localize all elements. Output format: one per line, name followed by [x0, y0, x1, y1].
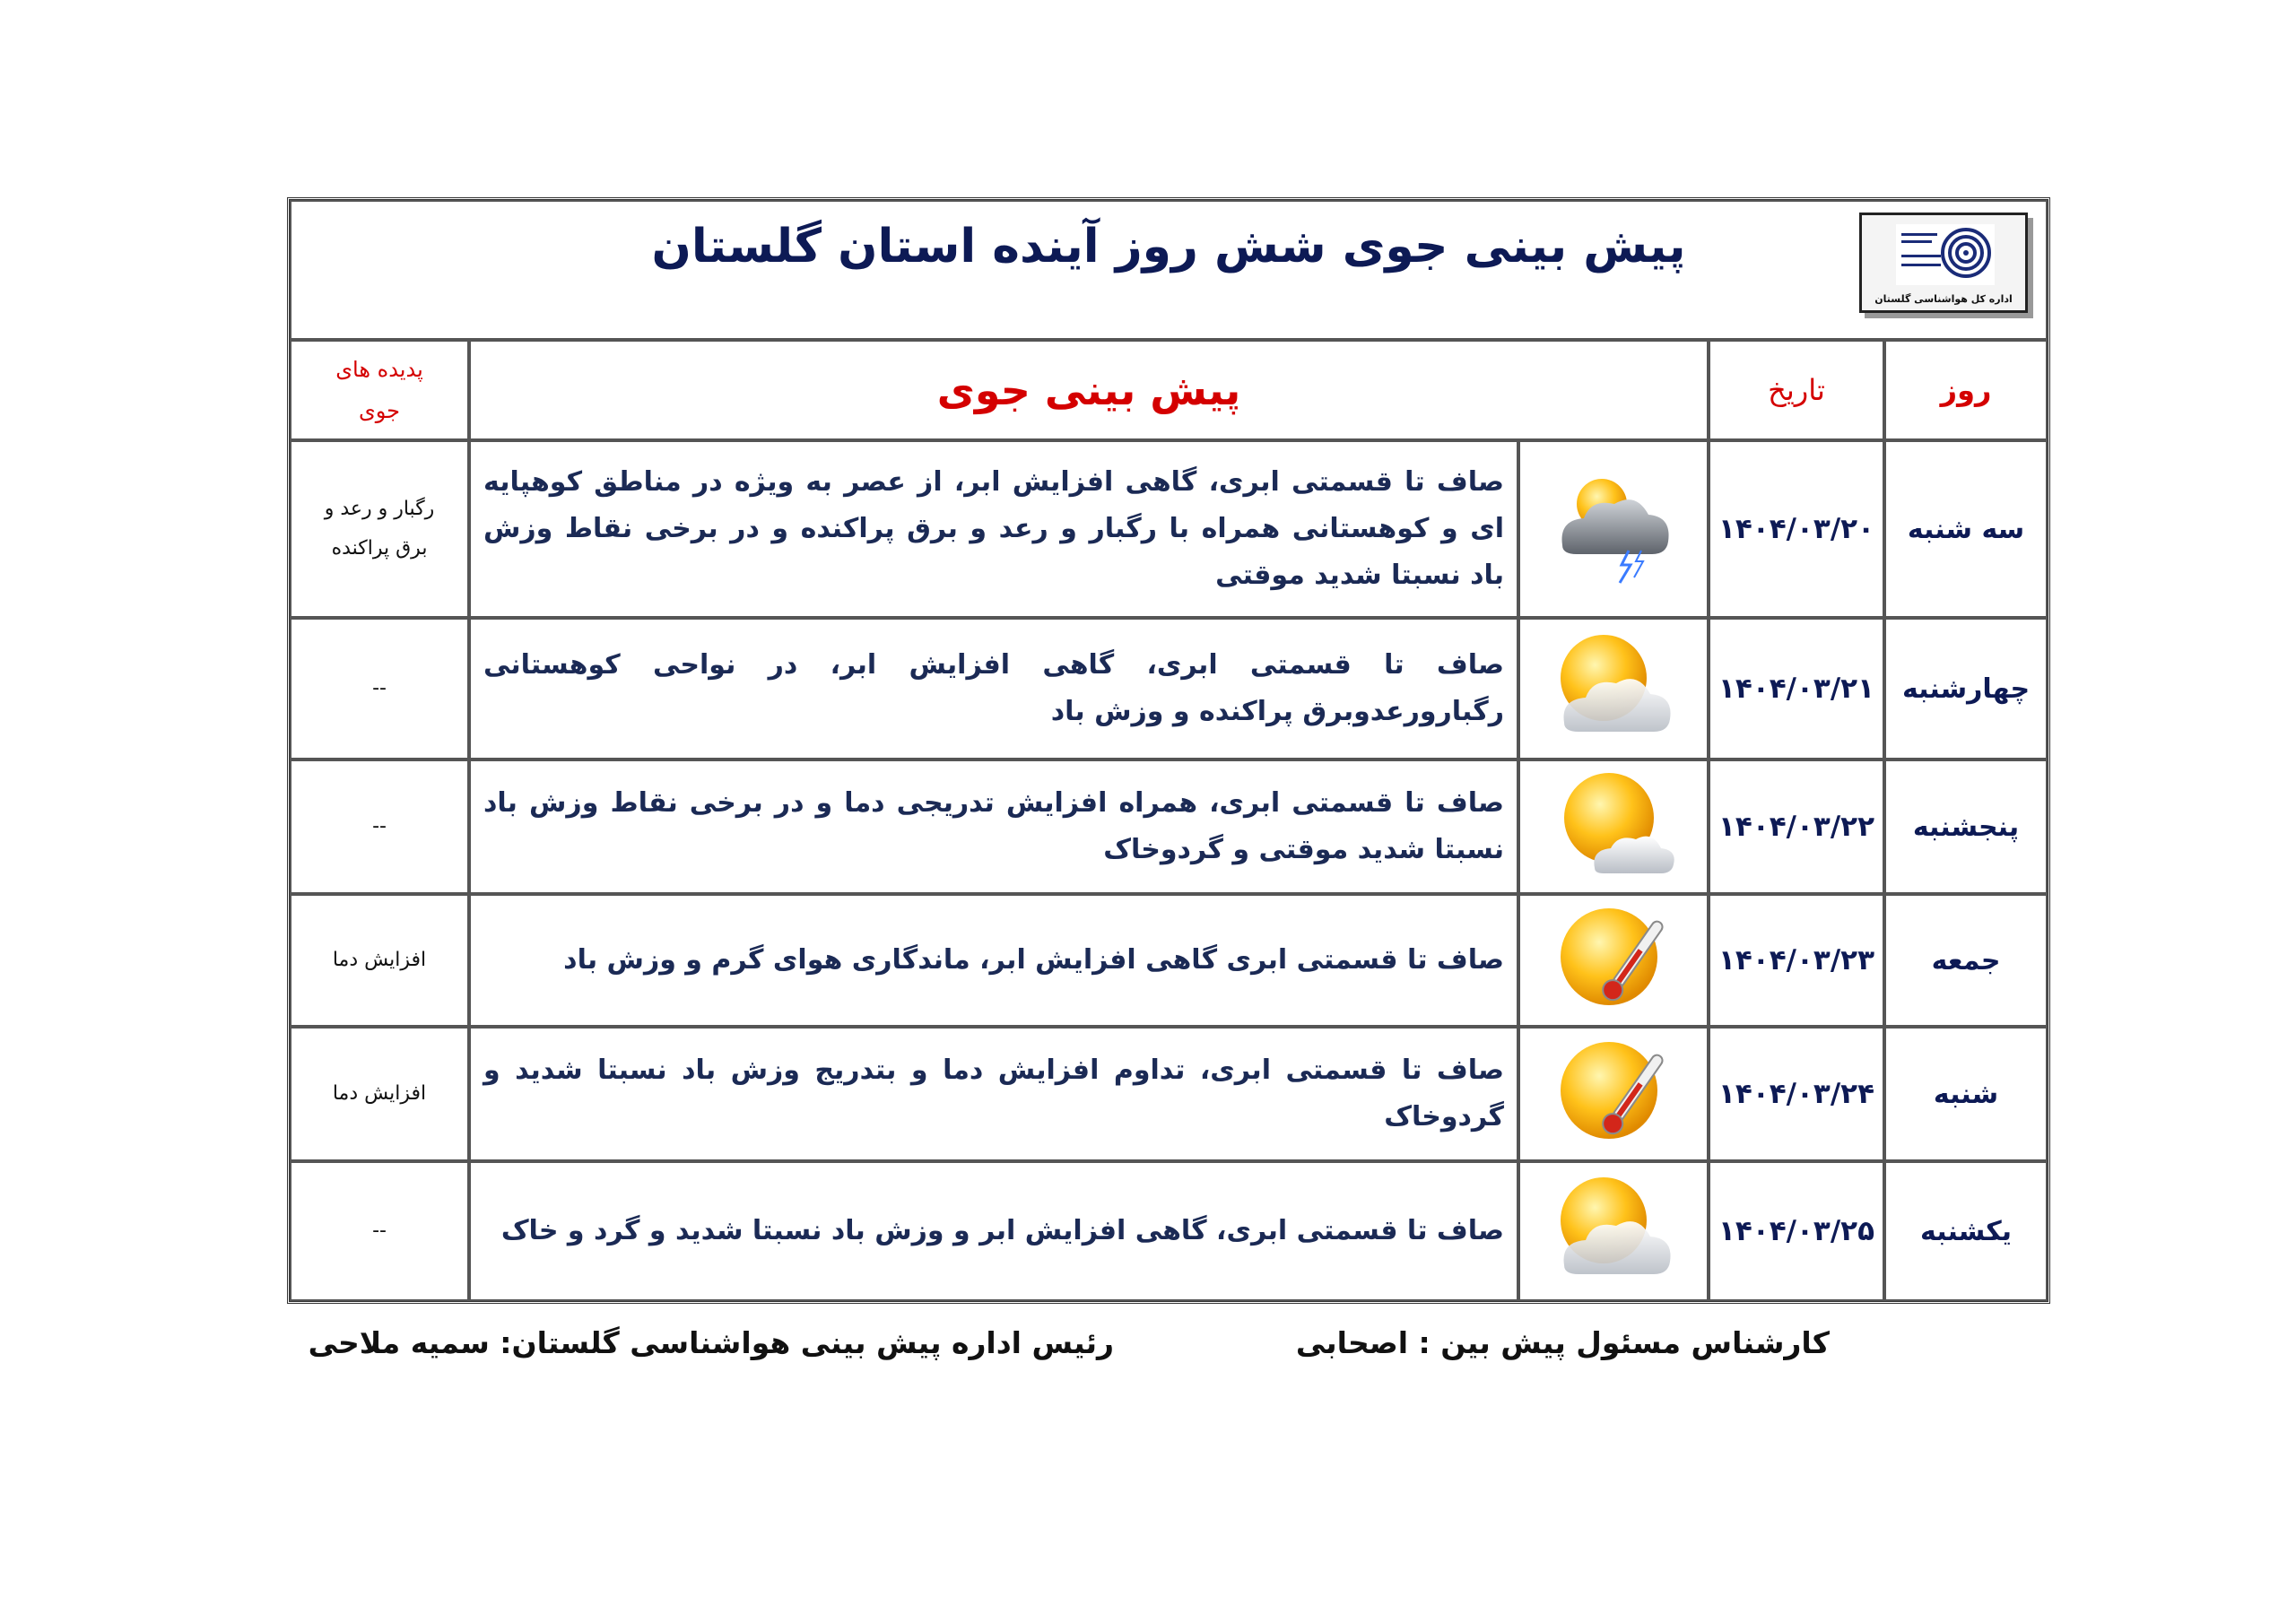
header-forecast-cell [469, 340, 1709, 440]
header-phenomena: پدیده های جوی [335, 357, 423, 423]
cloud-sun-lightning-icon [1546, 464, 1681, 590]
partly-cloudy-icon [1546, 1167, 1681, 1292]
row-icon-cell [1518, 1027, 1709, 1161]
table-row [290, 759, 2048, 894]
table-row [290, 894, 2048, 1027]
title-row [290, 200, 2048, 340]
sun-thermometer-icon [1546, 896, 1681, 1021]
header-day-cell [1884, 340, 2048, 440]
header-day: روز [1940, 373, 1992, 407]
row-date: ۱۴۰۴/۰۳/۲۴ [1709, 1027, 1884, 1161]
row-phenomena: افزایش دما [290, 894, 469, 1027]
header-forecast: پیش بینی جوی [936, 366, 1241, 414]
row-icon-cell [1518, 759, 1709, 894]
row-phenomena: -- [290, 618, 469, 759]
header-phenomena-cell [290, 340, 469, 440]
row-day: پنجشنبه [1884, 759, 2048, 894]
head-signature: رئیس اداره پیش بینی هواشناسی گلستان: سمیه ملاحی [308, 1325, 1114, 1360]
forecast-sheet [287, 197, 2045, 1304]
logo-emblem-icon [1896, 224, 1995, 285]
row-phenomena: -- [290, 1161, 469, 1301]
row-forecast: صاف تا قسمتی ابری، تداوم افزایش دما و بتدریج وزش باد نسبتا شدید و گردوخاک [469, 1027, 1518, 1161]
forecaster-signature: کارشناس مسئول پیش بین : اصحابی [1295, 1325, 1830, 1360]
row-date: ۱۴۰۴/۰۳/۲۱ [1709, 618, 1884, 759]
row-icon-cell [1518, 618, 1709, 759]
row-day: یکشنبه [1884, 1161, 2048, 1301]
row-date: ۱۴۰۴/۰۳/۲۲ [1709, 759, 1884, 894]
header-date: تاریخ [1768, 373, 1825, 407]
row-day: شنبه [1884, 1027, 2048, 1161]
row-phenomena-text: رگبار و رعد و برق پراکنده [324, 498, 435, 560]
row-date: ۱۴۰۴/۰۳/۲۳ [1709, 894, 1884, 1027]
row-day: سه شنبه [1884, 440, 2048, 618]
row-phenomena [290, 440, 469, 618]
row-icon-cell [1518, 440, 1709, 618]
table-row [290, 1027, 2048, 1161]
row-phenomena: -- [290, 759, 469, 894]
header-date-cell [1709, 340, 1884, 440]
row-forecast: صاف تا قسمتی ابری گاهی افزایش ابر، ماندگاری هوای گرم و وزش باد [469, 894, 1518, 1027]
row-date: ۱۴۰۴/۰۳/۲۰ [1709, 440, 1884, 618]
row-forecast: صاف تا قسمتی ابری، همراه افزایش تدریجی دما و در برخی نقاط وزش باد نسبتا شدید موقتی و گردوخاک [469, 759, 1518, 894]
row-phenomena: افزایش دما [290, 1027, 469, 1161]
row-forecast: صاف تا قسمتی ابری، گاهی افزایش ابر، از عصر به ویژه در مناطق کوهپایه ای و کوهستانی همراه با رگبار و رعد و برق پراکنده و در برخی نقاط وزش باد نسبتا شدید موقتی [469, 440, 1518, 618]
sun-cloud-icon [1546, 762, 1681, 888]
page-title: پیش بینی جوی شش روز آینده استان گلستان [651, 220, 1686, 273]
partly-cloudy-icon [1546, 624, 1681, 750]
row-forecast: صاف تا قسمتی ابری، گاهی افزایش ابر و وزش باد نسبتا شدید و گرد و خاک [469, 1161, 1518, 1301]
row-forecast: صاف تا قسمتی ابری، گاهی افزایش ابر، در نواحی کوهستانی رگبارورعدوبرق پراکنده و وزش باد [469, 618, 1518, 759]
sun-thermometer-icon [1546, 1029, 1681, 1155]
forecast-table [287, 197, 2050, 1304]
table-row [290, 1161, 2048, 1301]
table-row [290, 440, 2048, 618]
row-icon-cell [1518, 894, 1709, 1027]
row-icon-cell [1518, 1161, 1709, 1301]
logo-caption: اداره کل هواشناسی گلستان [1874, 293, 2013, 305]
row-date: ۱۴۰۴/۰۳/۲۵ [1709, 1161, 1884, 1301]
row-day: جمعه [1884, 894, 2048, 1027]
meteorology-logo [1859, 213, 2028, 313]
table-row [290, 618, 2048, 759]
row-day: چهارشنبه [1884, 618, 2048, 759]
